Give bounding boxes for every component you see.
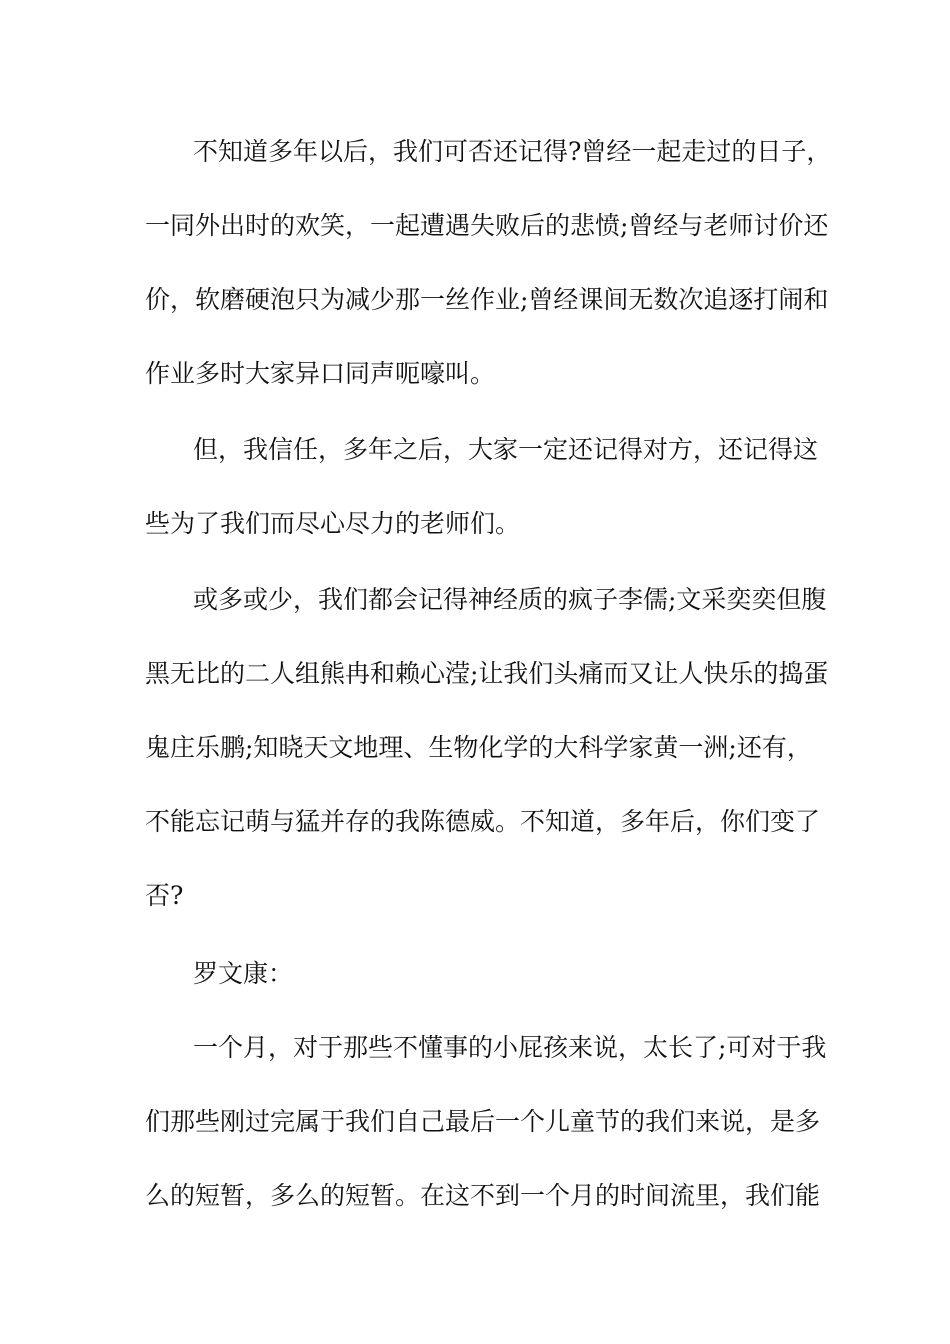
text-line: 作业多时大家异口同声呃嚎叫。 [145, 359, 496, 388]
text-line: 不能忘记萌与猛并存的我陈德威。不知道，多年后，你们变了 [145, 807, 821, 836]
text-line: 黑无比的二人组熊冉和赖心滢;让我们头痛而又让人快乐的捣蛋 [145, 659, 829, 688]
speaker-name: 罗文康： [193, 959, 294, 988]
text-line: 们那些刚过完属于我们自己最后一个儿童节的我们来说，是多 [145, 1107, 821, 1136]
text-line: 否? [145, 881, 184, 910]
text-line: 一同外出时的欢笑，一起遭遇失败后的悲愤;曾经与老师讨价还 [145, 211, 829, 240]
text-line: 但，我信任，多年之后，大家一定还记得对方，还记得这 [193, 435, 819, 464]
text-line: 或多或少，我们都会记得神经质的疯子李儒;文采奕奕但腹 [193, 585, 827, 614]
text-line: 价，软磨硬泡只为减少那一丝作业;曾经课间无数次追逐打闹和 [145, 285, 829, 314]
text-line: 么的短暂，多么的短暂。在这不到一个月的时间流里，我们能 [145, 1181, 821, 1210]
text-line: 一个月，对于那些不懂事的小屁孩来说，太长了;可对于我 [193, 1033, 827, 1062]
text-line: 不知道多年以后，我们可否还记得?曾经一起走过的日子， [193, 137, 832, 166]
text-line: 鬼庄乐鹏;知晓天文地理、生物化学的大科学家黄一洲;还有， [145, 733, 812, 762]
text-line: 些为了我们而尽心尽力的老师们。 [145, 509, 521, 538]
